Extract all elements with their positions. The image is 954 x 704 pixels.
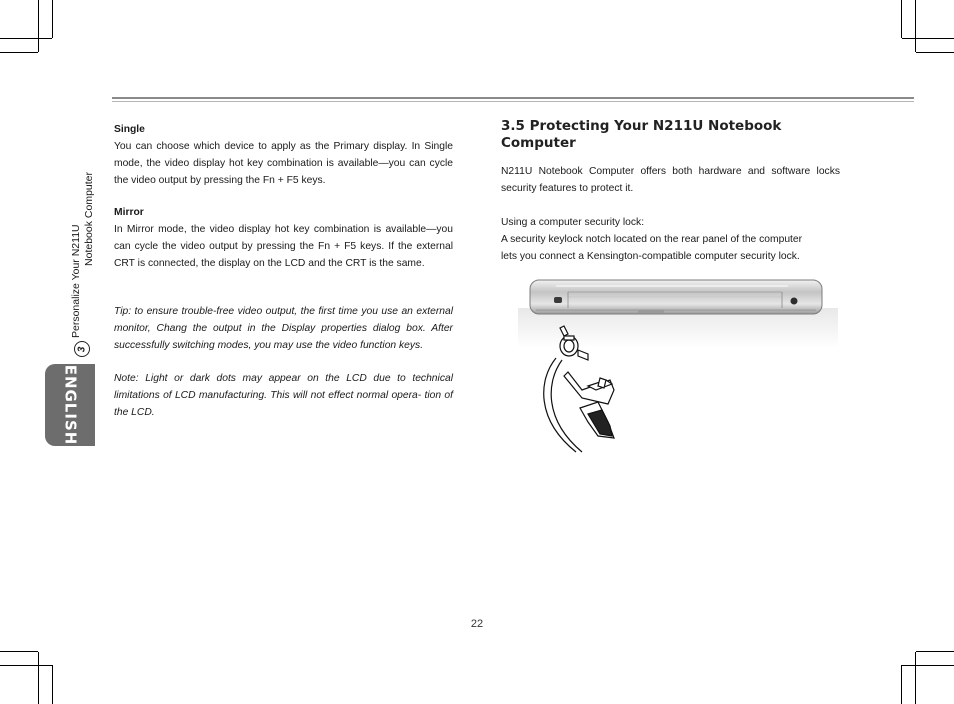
language-tab-label-wrap: [45, 364, 95, 446]
page-number: 22: [470, 618, 484, 630]
note-paragraph: Note: Light or dark dots may appear on the LCD due to technical limitations of LCD manufacturing. This will not effect normal opera- tion of the LCD.: [114, 373, 453, 418]
single-heading: Single: [114, 124, 145, 135]
tip-paragraph: Tip: to ensure trouble-free video output, the first time you use an external monitor, Chang the output in the Display properties dialog box. After successfully switching modes, you may use the video function keys.: [114, 306, 453, 351]
crop-mark: [0, 38, 52, 39]
crop-mark: [0, 52, 38, 53]
crop-mark: [915, 652, 916, 704]
chapter-number: 3: [76, 346, 88, 352]
crop-mark: [0, 665, 52, 666]
chapter-title-line2: Notebook Computer: [83, 172, 95, 266]
chapter-title-line1: Personalize Your N211U: [70, 224, 82, 338]
crop-mark: [52, 665, 53, 704]
crop-mark: [38, 652, 39, 704]
laptop-security-lock-illustration: [516, 270, 842, 454]
header-rule-thin: [112, 101, 914, 102]
crop-mark: [0, 651, 38, 652]
crop-mark: [52, 0, 53, 38]
left-column: [114, 121, 453, 421]
section-title: 3.5 Protecting Your N211U Notebook Computer: [501, 118, 782, 151]
header-rule: [112, 97, 914, 99]
mirror-paragraph: In Mirror mode, the video display hot key combination is available—you can cycle the video output by pressing the Fn + F5 keys. If the external CRT is connected, the display on the LCD and the CRT is the same.: [114, 224, 453, 269]
crop-mark: [901, 665, 902, 704]
intro-paragraph: N211U Notebook Computer offers both hardware and software locks security features to protect it.: [501, 166, 840, 194]
right-column: [501, 118, 840, 265]
lock-heading: Using a computer security lock:: [501, 217, 645, 228]
crop-mark: [915, 0, 916, 52]
crop-mark: [902, 38, 954, 39]
crop-mark: [38, 0, 39, 52]
crop-mark: [902, 665, 954, 666]
crop-mark: [901, 0, 902, 38]
lock-text-line2: lets you connect a Kensington-compatible computer security lock.: [501, 251, 800, 262]
language-tab-label: ENGLISH: [61, 364, 80, 446]
mirror-heading: Mirror: [114, 207, 144, 218]
chapter-side-title: [70, 172, 98, 338]
crop-mark: [916, 651, 954, 652]
single-paragraph: You can choose which device to apply as the Primary display. In Single mode, the video display hot key combination is available—you can cycle the video output by pressing the Fn + F5 keys.: [114, 141, 453, 186]
lock-text-line1: A security keylock notch located on the rear panel of the computer: [501, 234, 803, 245]
crop-mark: [916, 52, 954, 53]
chapter-number-badge: [74, 341, 90, 357]
laptop-rear-panel: [530, 280, 822, 314]
